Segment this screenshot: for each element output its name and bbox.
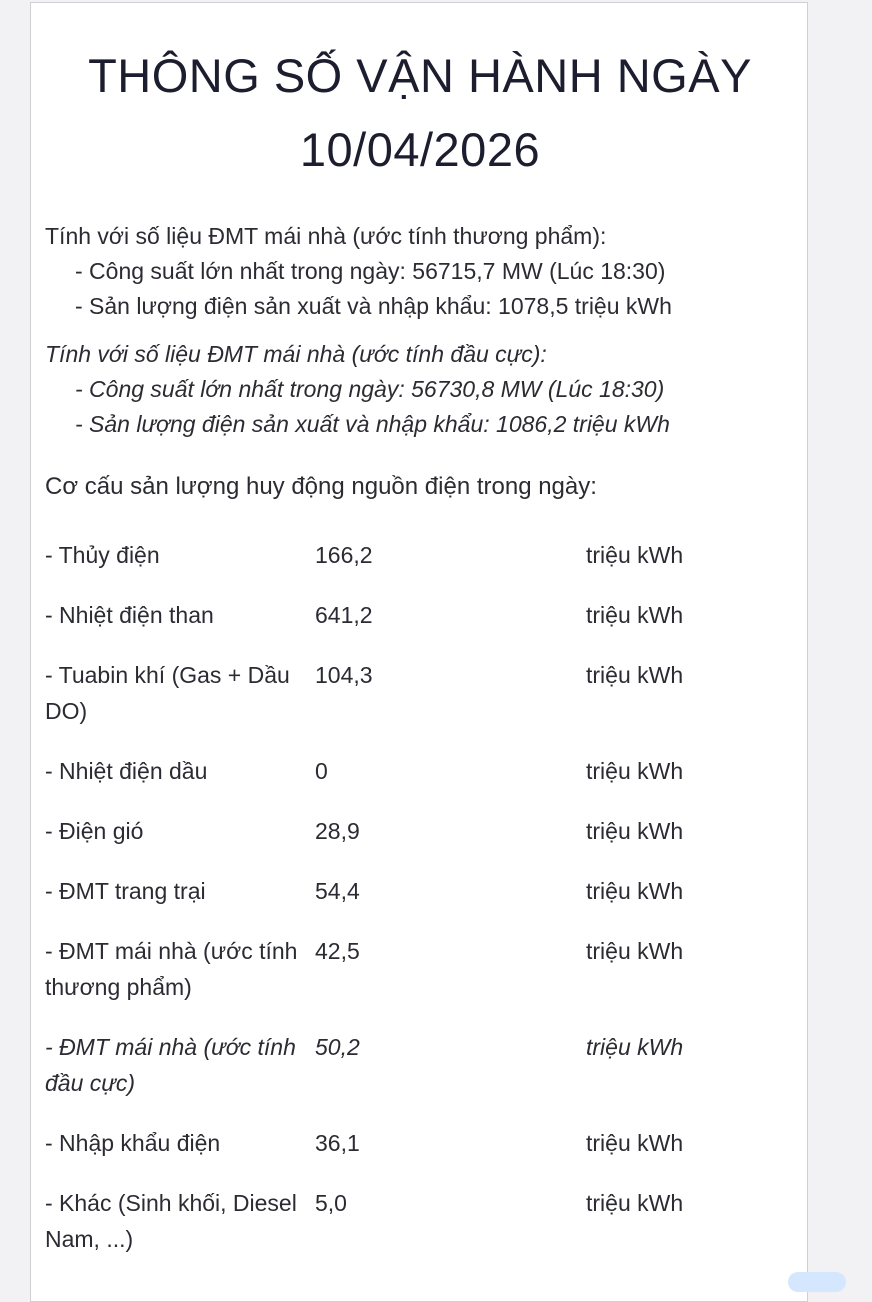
source-name: - ĐMT mái nhà (ước tính đầu cực) (45, 1034, 296, 1096)
title-line-1: THÔNG SỐ VẬN HÀNH NGÀY (88, 49, 752, 102)
terminal-total-output: - Sản lượng điện sản xuất và nhập khẩu: 1086,2 triệu kWh (75, 411, 670, 437)
source-unit: triệu kWh (586, 938, 684, 964)
source-name: - Nhập khẩu điện (45, 1130, 221, 1156)
source-value: 36,1 (315, 1130, 360, 1156)
source-unit: triệu kWh (586, 602, 684, 628)
source-value: 166,2 (315, 542, 373, 568)
table-row (45, 1185, 785, 1257)
source-value: 0 (315, 758, 328, 784)
source-unit: triệu kWh (586, 1034, 684, 1060)
table-row (45, 813, 785, 849)
terminal-peak-capacity: - Công suất lớn nhất trong ngày: 56730,8 MW (Lúc 18:30) (75, 376, 665, 402)
source-value: 50,2 (315, 1034, 360, 1060)
table-row (45, 1029, 785, 1101)
commercial-heading: Tính với số liệu ĐMT mái nhà (ước tính thương phẩm): (45, 223, 607, 249)
source-unit: triệu kWh (586, 1130, 684, 1156)
floating-button-edge[interactable] (788, 1272, 846, 1292)
source-value: 5,0 (315, 1190, 347, 1216)
commercial-total-output: - Sản lượng điện sản xuất và nhập khẩu: 1078,5 triệu kWh (75, 293, 672, 319)
source-name: - Tuabin khí (Gas + Dầu DO) (45, 662, 290, 724)
terminal-heading: Tính với số liệu ĐMT mái nhà (ước tính đầu cực): (45, 341, 547, 367)
commercial-estimate-block (45, 219, 672, 324)
source-name: - ĐMT mái nhà (ước tính thương phẩm) (45, 938, 298, 1000)
table-row (45, 597, 785, 633)
source-value: 54,4 (315, 878, 360, 904)
document-card (30, 2, 808, 1302)
title-date: 10/04/2026 (299, 123, 541, 176)
source-value: 104,3 (315, 662, 373, 688)
source-name: - Khác (Sinh khối, Diesel Nam, ...) (45, 1190, 297, 1252)
source-unit: triệu kWh (586, 818, 684, 844)
source-unit: triệu kWh (586, 758, 684, 784)
source-name: - Nhiệt điện than (45, 602, 214, 628)
source-value: 42,5 (315, 938, 360, 964)
source-value: 641,2 (315, 602, 373, 628)
source-name: - Thủy điện (45, 542, 160, 568)
source-name: - Nhiệt điện dầu (45, 758, 208, 784)
commercial-peak-capacity: - Công suất lớn nhất trong ngày: 56715,7 MW (Lúc 18:30) (75, 258, 666, 284)
table-row (45, 1125, 785, 1161)
table-row (45, 873, 785, 909)
page-title (31, 39, 809, 187)
table-row (45, 753, 785, 789)
source-unit: triệu kWh (586, 662, 684, 688)
source-unit: triệu kWh (586, 542, 684, 568)
table-row (45, 933, 785, 1005)
source-name: - ĐMT trang trại (45, 878, 206, 904)
table-row (45, 657, 785, 729)
table-row (45, 537, 785, 573)
source-value: 28,9 (315, 818, 360, 844)
source-unit: triệu kWh (586, 1190, 684, 1216)
source-name: - Điện gió (45, 818, 144, 844)
terminal-estimate-block (45, 337, 670, 442)
generation-structure-list (45, 537, 785, 1281)
source-unit: triệu kWh (586, 878, 684, 904)
structure-heading: Cơ cấu sản lượng huy động nguồn điện trong ngày: (45, 473, 597, 500)
